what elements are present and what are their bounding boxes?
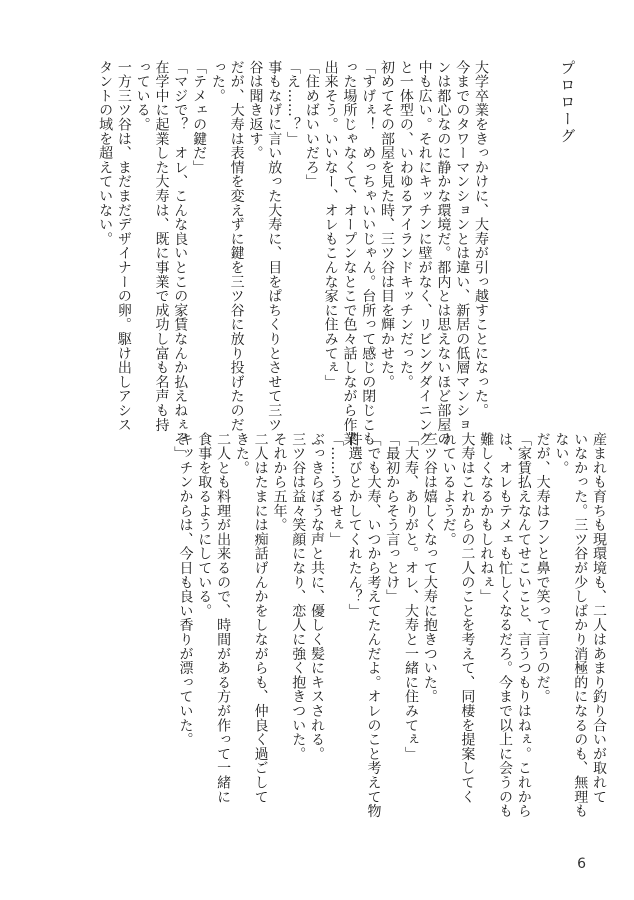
text-line: 「最初からそう言っとけ」: [384, 432, 401, 604]
text-line: 「大寿、ありがと。オレ、大寿と一緒に住みてぇ」: [403, 432, 420, 761]
text-line: 事もなげに言い放った大寿に、目をぱちくりとさせて三ツ: [266, 60, 283, 432]
text-line: 「でも大寿、いつから考えてたんだよ。オレのこと考えて物: [365, 432, 382, 819]
page-number: 6: [577, 856, 586, 872]
text-line: 中も広い。それにキッチンに壁がなく、リビングダイニング: [416, 60, 433, 447]
text-line: れているようだ。: [440, 432, 457, 547]
text-line: タントの域を超えていない。: [97, 60, 114, 246]
text-line: 「住めばいいだろ」: [303, 60, 320, 189]
text-line: 「……うるせぇ」: [327, 432, 344, 547]
text-line: 在学中に起業した大寿は、既に事業で成功し富も名声も持: [153, 60, 170, 432]
text-line: 「すげぇ！ めっちゃいいじゃん。台所って感じの閉じこも: [360, 60, 377, 447]
lower-text-block: [62, 432, 608, 819]
text-line: 食事を取るようにしている。: [196, 432, 213, 618]
text-line: それから五年。: [271, 432, 288, 533]
text-line: 初めてその部屋を見た時、三ツ谷は目を輝かせた。: [379, 60, 396, 389]
text-line: だが、大寿は表情を変えずに鍵を三ツ谷に放り投げたのだ: [228, 60, 245, 432]
text-line: 難しくなるかもしれねぇ」: [478, 432, 495, 604]
text-line: と一体型の、いわゆるアイランドキッチンだった。: [397, 60, 414, 389]
text-line: 谷は聞き返す。: [247, 60, 264, 161]
text-line: った場所じゃなくて、オープンなとこで色々話しながら作業: [341, 60, 358, 447]
text-line: 産まれも育ちも現環境も、二人はあまり釣り合いが取れて: [591, 432, 607, 804]
text-line: 「え……？」: [285, 60, 302, 146]
text-line: 二人はたまには痴話げんかをしながらも、仲良く過ごして: [252, 432, 269, 804]
text-line: ンは都心なのに静かな環境だ。都内とは思えないほど部屋の: [435, 60, 452, 447]
text-line: った。: [209, 60, 226, 103]
text-line: 「テメェの鍵だ」: [191, 60, 208, 175]
text-line: 「マジで？ オレ、こんな良いとこの家賃なんか払えねぇぞ」: [172, 60, 189, 461]
text-line: 件選びとかしてくれたん？」: [346, 432, 363, 618]
text-line: いなかった。三ツ谷が少しばかり消極的になるのも、無理も: [572, 432, 589, 819]
text-line: 大学卒業をきっかけに、大寿が引っ越すことになった。: [473, 60, 490, 418]
text-line: ない。: [553, 432, 570, 475]
text-line: 出来そう。いいなー、オレもこんな家に住みてぇ」: [322, 60, 339, 389]
text-line: 今までのタワーマンションとは違い、新居の低層マンショ: [454, 60, 471, 432]
text-line: 三ツ谷は嬉しくなって大寿に抱きついた。: [421, 432, 438, 704]
text-line: 「家賃払えなんてせこいこと、言うつもりはねぇ。これから: [515, 432, 532, 819]
text-line: 大寿はこれからの二人のことを考えて、同棲を提案してく: [459, 432, 476, 804]
text-line: だが、大寿はフンと鼻で笑って言うのだ。: [534, 432, 551, 704]
text-line: は、オレもテメェも忙しくなるだろ。今まで以上に会うのも: [497, 432, 514, 819]
text-line: っている。: [134, 60, 151, 132]
text-line: きた。: [233, 432, 250, 475]
text-line: 三ツ谷は益々笑顔になり、恋人に強く抱きついた。: [290, 432, 307, 761]
chapter-title: プロローグ: [558, 60, 577, 145]
text-line: 二人とも料理が出来るので、時間がある方が作って一緒に: [215, 432, 232, 804]
text-line: キッチンからは、今日も良い香りが漂っていた。: [177, 432, 194, 747]
text-line: ぶっきらぼうな声と共に、優しく髪にキスされる。: [309, 432, 326, 761]
text-line: 一方三ツ谷は、まだまだデザイナーの卵。駆け出しアシス: [115, 60, 132, 432]
